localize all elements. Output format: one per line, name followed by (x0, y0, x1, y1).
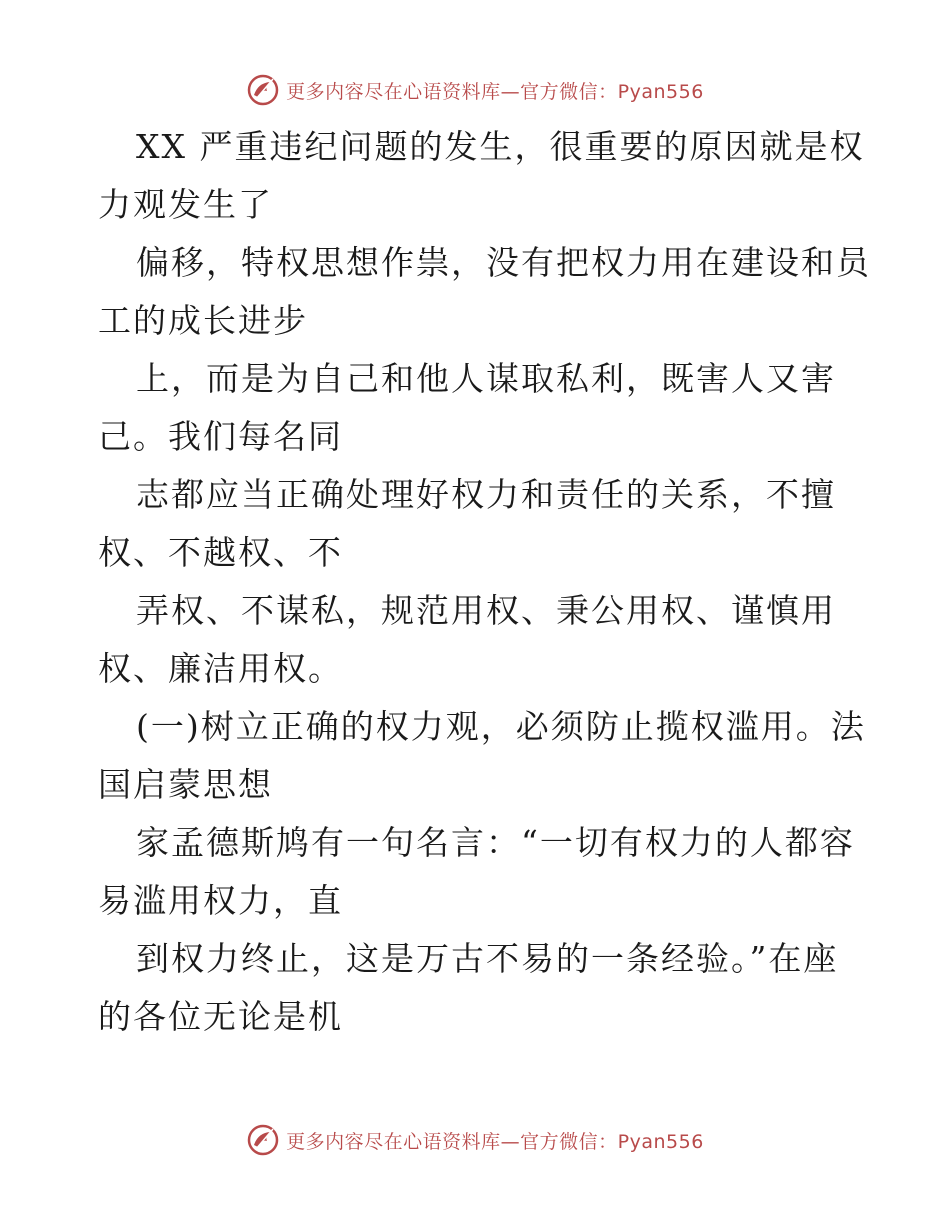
text-line: 家孟德斯鸠有一句名言：“一切有权力的人都容 (136, 823, 855, 862)
text-line: 国启蒙思想 (98, 765, 273, 804)
brand-logo-icon (246, 1123, 280, 1157)
footer-banner-text: 更多内容尽在心语资料库—官方微信：Pyan556 (286, 1130, 704, 1153)
text-line: 的各位无论是机 (98, 997, 343, 1036)
text-line: 易滥用权力，直 (98, 881, 343, 920)
text-line: 弄权、不谋私，规范用权、秉公用权、谨慎用 (136, 591, 836, 630)
document-body (98, 118, 871, 1046)
text-line: 偏移，特权思想作祟，没有把权力用在建设和员 (136, 243, 871, 282)
text-line: 上，而是为自己和他人谋取私利，既害人又害 (136, 359, 836, 398)
footer-banner (0, 1120, 950, 1160)
text-line: (一)树立正确的权力观，必须防止揽权滥用。法 (136, 707, 866, 746)
text-line: 权、不越权、不 (98, 533, 343, 572)
text-line: 己。我们每名同 (98, 417, 343, 456)
text-line: 志都应当正确处理好权力和责任的关系，不擅 (136, 475, 836, 514)
text-line: 工的成长进步 (98, 301, 308, 340)
text-line: 力观发生了 (98, 185, 273, 224)
header-banner-text: 更多内容尽在心语资料库—官方微信：Pyan556 (286, 80, 704, 103)
header-banner (0, 70, 950, 110)
text-line: 权、廉洁用权。 (98, 649, 343, 688)
text-line: 到权力终止，这是万古不易的一条经验。”在座 (136, 939, 839, 978)
text-line: XX 严重违纪问题的发生，很重要的原因就是权 (136, 127, 865, 166)
brand-logo-icon (246, 73, 280, 107)
